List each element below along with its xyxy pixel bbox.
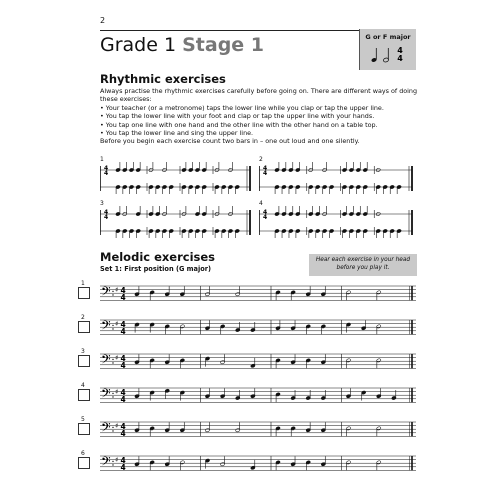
rhythm-exercise-number: 1 — [100, 156, 104, 163]
exercise-checkbox[interactable] — [78, 321, 90, 333]
time-sig-top: 4 — [104, 165, 109, 172]
svg-text:4: 4 — [120, 463, 126, 473]
exercise-checkbox[interactable] — [78, 423, 90, 435]
exercise-checkbox[interactable] — [78, 287, 90, 299]
rhythmic-closing: Before you begin each exercise count two bars in – one out loud and one silently. — [100, 137, 360, 146]
bullet-2: • You tap the lower line with your foot and clap or tap the upper line with your hands. — [100, 112, 375, 121]
rhythm-exercise-2 — [259, 160, 417, 194]
rhythm-exercise-4 — [259, 204, 417, 238]
set-title: Set 1: First position (G major) — [100, 265, 212, 273]
melodic-exercise-number: 3 — [81, 348, 85, 355]
svg-text:♯: ♯ — [115, 421, 119, 430]
rhythm-exercise-number: 4 — [259, 200, 263, 207]
svg-text:𝄢: 𝄢 — [101, 317, 111, 336]
note-values-icon — [370, 42, 410, 66]
svg-text:♯: ♯ — [115, 353, 119, 362]
svg-text:𝄢: 𝄢 — [101, 385, 111, 404]
time-sig-top: 4 — [263, 165, 268, 172]
rhythm-exercise-number: 3 — [100, 200, 104, 207]
rhythmic-instructions — [100, 87, 420, 146]
svg-text:♯: ♯ — [115, 319, 119, 328]
time-sig-bottom: 4 — [104, 214, 109, 221]
svg-text:♯: ♯ — [115, 455, 119, 464]
rhythm-exercise-1 — [100, 160, 255, 194]
key-box — [359, 29, 416, 70]
svg-text:4: 4 — [120, 429, 126, 439]
bullet-3: • You tap one line with one hand and the other line with the other hand on a table top. — [100, 120, 378, 129]
svg-text:𝄢: 𝄢 — [101, 453, 111, 472]
svg-text:4: 4 — [120, 286, 126, 295]
svg-text:4: 4 — [120, 361, 126, 371]
page-number: 2 — [100, 16, 106, 25]
melodic-staff-6 — [100, 450, 418, 478]
time-sig-bottom: 4 — [263, 170, 268, 177]
svg-text:𝄢: 𝄢 — [101, 283, 111, 302]
rhythmic-heading: Rhythmic exercises — [100, 72, 226, 86]
key-time-sig-top: 4 — [397, 46, 403, 55]
exercise-checkbox[interactable] — [78, 355, 90, 367]
time-sig-bottom: 4 — [263, 214, 268, 221]
svg-text:4: 4 — [120, 320, 126, 329]
grade-label: Grade 1 — [100, 34, 177, 56]
svg-text:4: 4 — [120, 388, 126, 397]
stage-label: Stage 1 — [182, 34, 265, 56]
melodic-staff-2 — [100, 314, 418, 342]
melodic-heading: Melodic exercises — [100, 250, 216, 264]
melodic-exercise-number: 4 — [81, 382, 85, 389]
header-rule — [100, 30, 359, 31]
svg-text:♯: ♯ — [115, 387, 119, 396]
key-label: G or F major — [365, 33, 411, 41]
rhythmic-intro: Always practise the rhythmic exercises carefully before going on. There are different ways of doing these exercises: — [100, 87, 418, 104]
time-sig-bottom: 4 — [104, 170, 109, 177]
rhythm-exercise-number: 2 — [259, 156, 263, 163]
melodic-exercise-number: 6 — [81, 450, 85, 457]
svg-text:𝄢: 𝄢 — [101, 351, 111, 370]
melodic-staff-4 — [100, 382, 418, 410]
melodic-exercise-number: 1 — [81, 280, 85, 287]
melodic-staff-1 — [100, 280, 418, 308]
rhythm-exercise-3 — [100, 204, 255, 238]
svg-text:4: 4 — [120, 293, 126, 303]
svg-text:4: 4 — [120, 327, 126, 337]
exercise-checkbox[interactable] — [78, 457, 90, 469]
key-time-sig-bottom: 4 — [397, 54, 403, 63]
melodic-exercise-number: 5 — [81, 416, 85, 423]
time-sig-top: 4 — [104, 209, 109, 216]
hint-box: Hear each exercise in your head before you play it. — [309, 254, 417, 276]
svg-text:♯: ♯ — [115, 285, 119, 294]
svg-text:4: 4 — [120, 395, 126, 405]
svg-text:4: 4 — [120, 422, 126, 431]
svg-text:𝄢: 𝄢 — [101, 419, 111, 438]
melodic-staff-5 — [100, 416, 418, 444]
time-sig-top: 4 — [263, 209, 268, 216]
exercise-checkbox[interactable] — [78, 389, 90, 401]
svg-text:4: 4 — [120, 354, 126, 363]
melodic-staff-3 — [100, 348, 418, 376]
bullet-4: • You tap the lower line and sing the upper line. — [100, 129, 254, 138]
page-title — [100, 34, 264, 56]
melodic-exercise-number: 2 — [81, 314, 85, 321]
bullet-1: • Your teacher (or a metronome) taps the lower line while you clap or tap the upper line. — [100, 103, 384, 112]
svg-text:4: 4 — [120, 456, 126, 465]
